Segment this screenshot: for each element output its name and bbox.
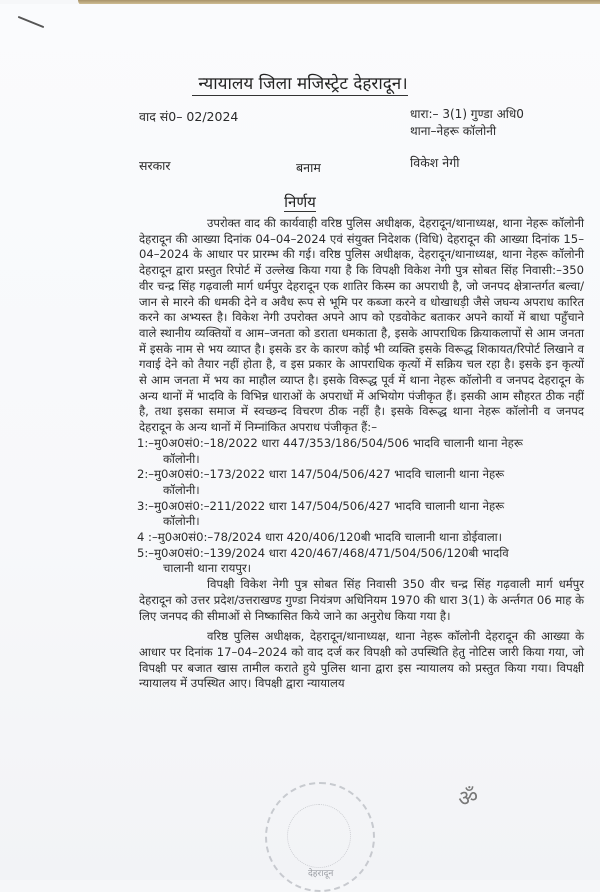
case-text: मु0अ0सं0:–139/2024 धारा 420/467/468/471/504/506/120बी भादवि	[154, 545, 509, 560]
case-number-label: 1:–	[137, 435, 155, 450]
document-body	[139, 216, 584, 692]
judgment-heading-text: निर्णय	[284, 193, 316, 211]
case-text-cont: कॉलोनी।	[163, 451, 200, 466]
case-text-cont: चालानी थाना रायपुर।	[163, 561, 252, 576]
paragraph-2: विपक्षी विकेश नेगी पुत्र सोबत सिंह निवासी 350 वीर चन्द्र सिंह गढ़वाली मार्ग धर्मपुर देहरादून को उत्तर प्रदेश/उत्तराखण्ड गुण्डा नियंत्रण अधिनियम 1970 की धारा 3(1) के अर्न्तगत 06 माह के लिए जनपद की सीमाओं से निष्कासित किये जाने का अनुरोध किया गया है।	[139, 577, 584, 623]
case-number-label: 2:–	[137, 467, 155, 482]
party-plaintiff: सरकार	[139, 158, 171, 173]
case-number-label: 5:–	[137, 545, 155, 560]
case-text-cont: कॉलोनी।	[163, 482, 200, 497]
case-number-label: 3:–	[137, 498, 155, 513]
police-station-label: थाना–नेहरू कॉलोनी	[410, 124, 497, 138]
document-page	[0, 4, 600, 880]
judgment-heading	[0, 192, 600, 212]
paragraph-1: उपरोक्त वाद की कार्यवाही वरिष्ठ पुलिस अधीक्षक, देहरादून/थानाध्यक्ष, थाना नेहरू कॉलोनी देहरादून की आख्या दिनांक 04–04–2024 एवं संयुक्त निदेशक (विधि) देहरादून की आख्या दिनांक 15–04–2024 के आधार पर प्रारम्भ की गई। वरिष्ठ पुलिस अधीक्षक, देहरादून/थानाध्यक्ष, थाना नेहरू कॉलोनी देहरादून द्वारा प्रस्तुत रिपोर्ट में उल्लेख किया गया है कि विपक्षी विकेश नेगी पुत्र सोबत सिंह निवासी:–350 वीर चन्द्र सिंह गढ़वाली मार्ग धर्मपुर देहरादून एक शातिर किस्म का अपराधी है, जो जनपद क्षेत्रान्तर्गत बल्वा/जान से मारने की धमकी देने व अवैध रूप से भूमि पर कब्जा करने व धोखाधड़ी जैसे जघन्य अपराध कारित करने का अभ्यस्त है। विकेश नेगी उपरोक्त अपने आप को एडवोकेट बताकर अपने कार्यो में बाधा पहुँचाने वाले स्थानीय व्यक्तियों व आम–जनता को डराता धमकाता है, इसके आपराधिक क्रियाकलापों से आम जनता में इसके नाम से भय व्याप्त है। इसके डर के कारण कोई भी व्यक्ति इसके विरूद्ध शिकायत/रिपोर्ट लिखाने व गवाई देने को तैयार नहीं होता है, व इस प्रकार के आपराधिक कृत्यों में सक्रिय चल रहा है। इसके इन कृत्यों से आम जनता में भय का माहौल व्याप्त है। इसके विरूद्ध पूर्व में थाना नेहरू कॉलोनी व जनपद देहरादून के अन्य थानों में भादवि के विभिन्न धाराओं के अपराधों में अभियोग पंजीकृत हैं। इसकी आम सौहरत ठीक नहीं है, तथा इसका समाज में स्वच्छन्द विचरण ठीक नहीं है। इसके विरूद्ध थाना नेहरू कॉलोनी व जनपद देहरादून के अन्य थानों में निम्नांकित अपराध पंजीकृत हैं:–	[139, 216, 584, 435]
case-item	[139, 530, 584, 546]
versus-label: बनाम	[296, 160, 321, 175]
court-title	[0, 71, 600, 94]
case-text: मु0अ0सं0:–173/2022 धारा 147/504/506/427 भादवि चालानी थाना नेहरू	[154, 467, 505, 482]
case-text: मु0अ0सं0:–211/2022 धारा 147/504/506/427 भादवि चालानी थाना नेहरू	[154, 498, 505, 513]
stamp-text: देहरादून	[308, 869, 334, 879]
case-text: मु0अ0सं0:–78/2024 धारा 420/406/120बी भादवि चालानी थाना डोईवाला।	[157, 530, 503, 545]
signature: ॐ	[456, 784, 481, 813]
pen-mark	[18, 16, 45, 28]
court-title-text: न्यायालय जिला मजिस्ट्रेट देहरादून।	[192, 74, 407, 96]
paragraph-3: वरिष्ठ पुलिस अधीक्षक, देहरादून/थानाध्यक्ष, थाना नेहरू कॉलोनी देहरादून की आख्या के आधार पर दिनांक 17–04–2024 को वाद दर्ज कर विपक्षी को उपस्थिति हेतु नोटिस जारी किया गया, जो विपक्षी पर बजात खास तामील कराते हुये पुलिस थाना द्वारा इस न्यायालय को प्रस्तुत किया गया। विपक्षी न्यायालय में उपस्थित आए। विपक्षी द्वारा न्यायालय	[139, 629, 584, 691]
section-label: धारा:– 3(1) गुण्डा अधि0	[410, 107, 524, 121]
case-item	[139, 546, 584, 577]
case-item	[139, 436, 584, 467]
case-list	[139, 436, 584, 577]
party-defendant: विकेश नेगी	[410, 155, 460, 170]
case-number: वाद सं0– 02/2024	[139, 109, 239, 124]
case-item	[139, 467, 584, 498]
case-text: मु0अ0सं0:–18/2022 धारा 447/353/186/504/506 भादवि चालानी थाना नेहरू	[154, 435, 523, 450]
case-item	[139, 499, 584, 530]
case-text-cont: कॉलोनी।	[163, 514, 200, 529]
case-number-label: 4 :–	[137, 530, 158, 545]
